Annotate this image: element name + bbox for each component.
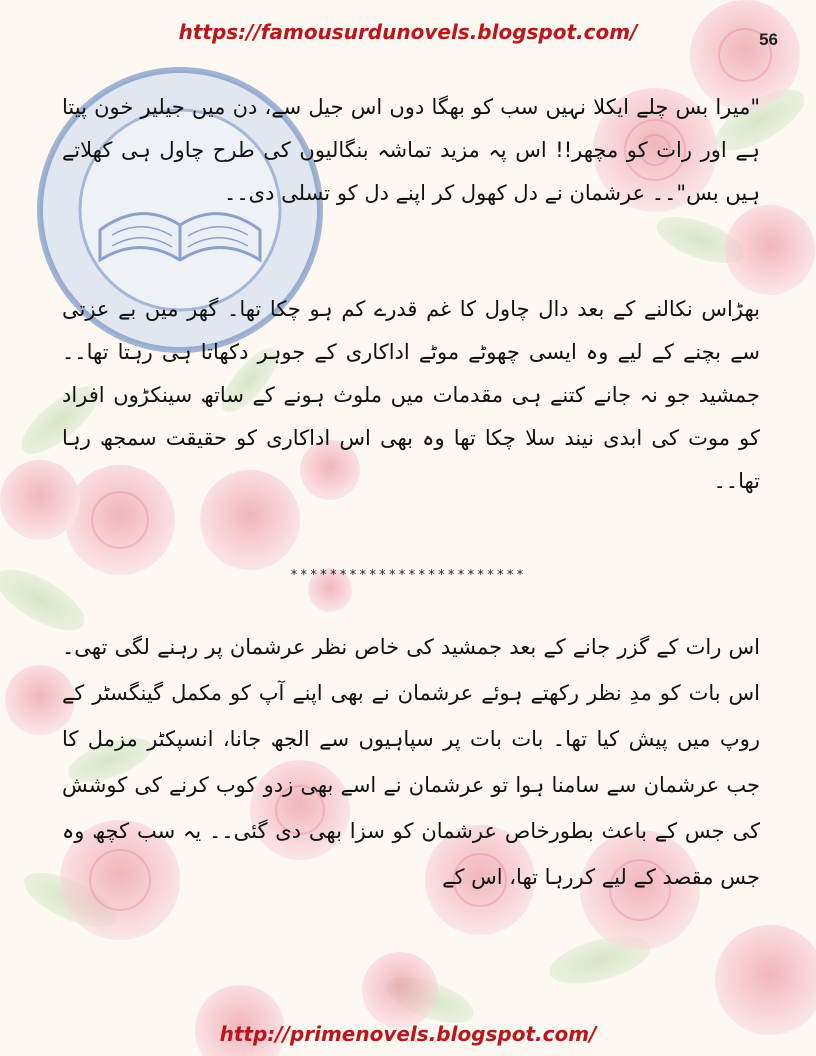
footer-url[interactable]: http://primenovels.blogspot.com/ (219, 1022, 597, 1046)
paragraph (62, 86, 760, 215)
paragraph-text: "میرا بس چلے ایکلا نہیں سب کو بھگا دوں اس جیل سے، دن میں جیلیر خون پیتا ہے اور رات کو مچھر!! اس پہ مزید تماشہ بنگالیوں کی طرح چاول ہی کھلاتے ہیں بس"۔۔ عرشمان نے دل کھول کر اپنے دل کو تسلی دی۔۔ (62, 95, 760, 205)
paragraph-text: اس رات کے گزر جانے کے بعد جمشید کی خاص نظر عرشمان پر رہنے لگی تھی۔ اس بات کو مدِ نظر رکھتے ہوئے عرشمان نے بھی اپنے آپ کو مکمل گینگسٹر کے روپ میں پیش کیا تھا۔ بات بات پر سپاہیوں سے الجھ جانا، انسپکٹر مزمل کا جب عرشمان سے سامنا ہوا تو عرشمان نے اسے بھی زدو کوب کرنے کی کوشش کی جس کے باعث بطورخاص عرشمان کو سزا بھی دی گئی۔۔ یہ سب کچھ وہ جس مقصد کے لیے کررہا تھا، اس کے (62, 635, 760, 889)
header-url[interactable]: https://famousurdunovels.blogspot.com/ (178, 20, 638, 44)
page-number: 56 (759, 30, 778, 49)
section-separator: ************************ (290, 568, 526, 583)
paragraph-text: بھڑاس نکالنے کے بعد دال چاول کا غم قدرے کم ہو چکا تھا۔ گھر میں بے عزتی سے بچنے کے لیے وہ ایسی چھوٹے موٹے اداکاری کے جوہر دکھاتا ہی رہتا تھا۔۔ جمشید جو نہ جانے کتنے ہی مقدمات میں ملوث ہونے کے ساتھ سینکڑوں افراد کو موت کی ابدی نیند سلا چکا تھا وہ بھی اس اداکاری کو حقیقت سمجھ رہا تھا۔۔ (62, 297, 760, 493)
paragraph (62, 288, 760, 503)
paragraph (62, 624, 760, 900)
